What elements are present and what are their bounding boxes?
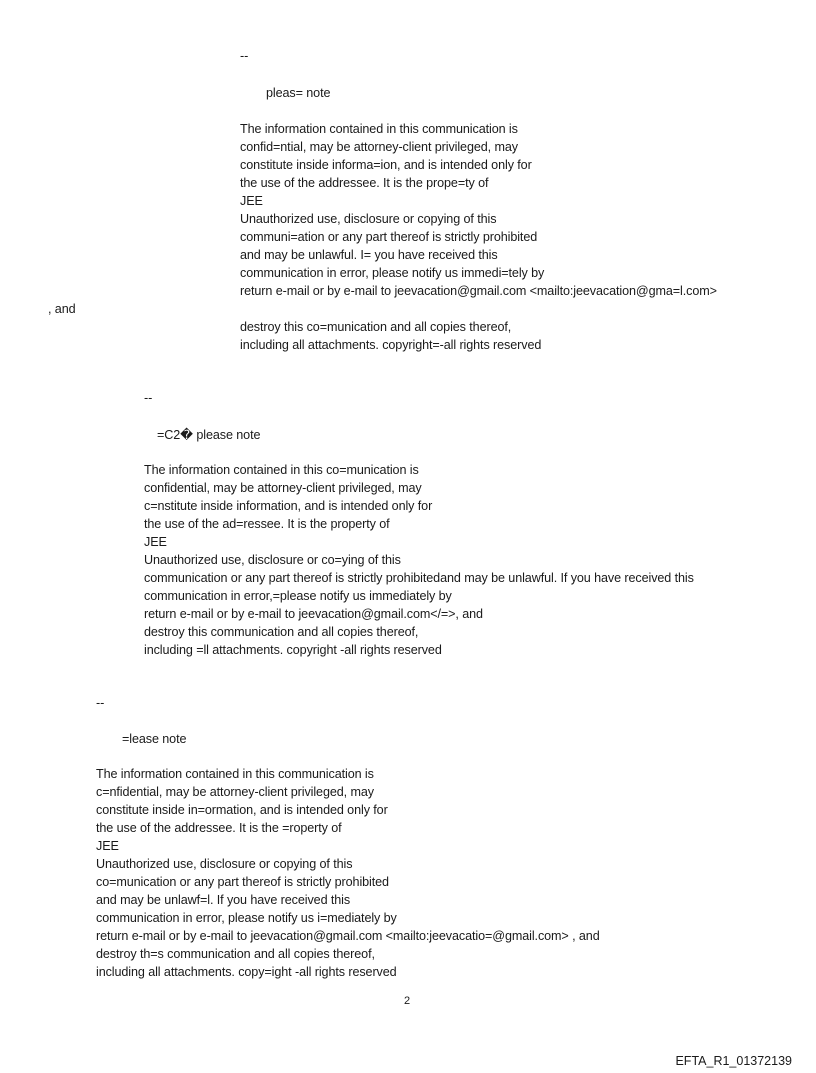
text-line: The information contained in this communication is xyxy=(240,122,518,136)
block-heading: pleas= note xyxy=(266,86,331,100)
text-line: destroy th=s communication and all copies thereof, xyxy=(96,947,375,961)
text-line: return e-mail or by e-mail to jeevacation@gmail.com <mailto:jeevacatio=@gmail.com> , and xyxy=(96,929,600,943)
block-heading: =C2� please note xyxy=(157,428,261,442)
text-line: destroy this co=munication and all copies thereof, xyxy=(240,320,512,334)
text-line: communication in error, please notify us i=mediately by xyxy=(96,911,397,925)
text-line: c=nstitute inside information, and is intended only for xyxy=(144,499,433,513)
text-line: co=munication or any part thereof is strictly prohibited xyxy=(96,875,389,889)
text-line: communi=ation or any part thereof is strictly prohibited xyxy=(240,230,538,244)
text-line: Unauthorized use, disclosure or copying of this xyxy=(240,212,497,226)
text-line: and may be unlawful. I= you have received this xyxy=(240,248,498,262)
text-line: JEE xyxy=(144,535,167,549)
text-line: communication or any part thereof is strictly prohibitedand may be unlawful. If you have received this xyxy=(144,571,694,585)
block-separator: -- xyxy=(96,696,105,710)
block-separator: -- xyxy=(144,391,153,405)
text-line: c=nfidential, may be attorney-client privileged, may xyxy=(96,785,374,799)
page-number: 2 xyxy=(404,995,411,1007)
text-line: JEE xyxy=(96,839,119,853)
text-line: communication in error, please notify us immedi=tely by xyxy=(240,266,545,280)
text-line: confid=ntial, may be attorney-client privileged, may xyxy=(240,140,518,154)
block-heading: =lease note xyxy=(122,732,187,746)
text-line: return e-mail or by e-mail to jeevacation@gmail.com <mailto:jeevacation@gma=l.com> xyxy=(240,284,717,298)
text-line: The information contained in this communication is xyxy=(96,767,374,781)
text-line: and may be unlawf=l. If you have received this xyxy=(96,893,351,907)
text-line: including all attachments. copy=ight -all rights reserved xyxy=(96,965,397,979)
text-line: , and xyxy=(48,302,76,316)
text-line: constitute inside in=ormation, and is intended only for xyxy=(96,803,388,817)
text-line: including all attachments. copyright=-all rights reserved xyxy=(240,338,542,352)
text-line: constitute inside informa=ion, and is intended only for xyxy=(240,158,532,172)
text-line: the use of the addressee. It is the =roperty of xyxy=(96,821,342,835)
text-line: JEE xyxy=(240,194,263,208)
text-line: The information contained in this co=munication is xyxy=(144,463,419,477)
text-line: Unauthorized use, disclosure or co=ying of this xyxy=(144,553,401,567)
text-line: the use of the addressee. It is the prope=ty of xyxy=(240,176,489,190)
text-line: communication in error,=please notify us immediately by xyxy=(144,589,452,603)
text-line: destroy this communication and all copies thereof, xyxy=(144,625,419,639)
text-line: the use of the ad=ressee. It is the property of xyxy=(144,517,390,531)
text-line: confidential, may be attorney-client privileged, may xyxy=(144,481,422,495)
text-line: return e-mail or by e-mail to jeevacation@gmail.com</=>, and xyxy=(144,607,483,621)
text-line: including =ll attachments. copyright -all rights reserved xyxy=(144,643,442,657)
block-separator: -- xyxy=(240,49,249,63)
text-line: Unauthorized use, disclosure or copying of this xyxy=(96,857,353,871)
document-id: EFTA_R1_01372139 xyxy=(675,1054,792,1068)
